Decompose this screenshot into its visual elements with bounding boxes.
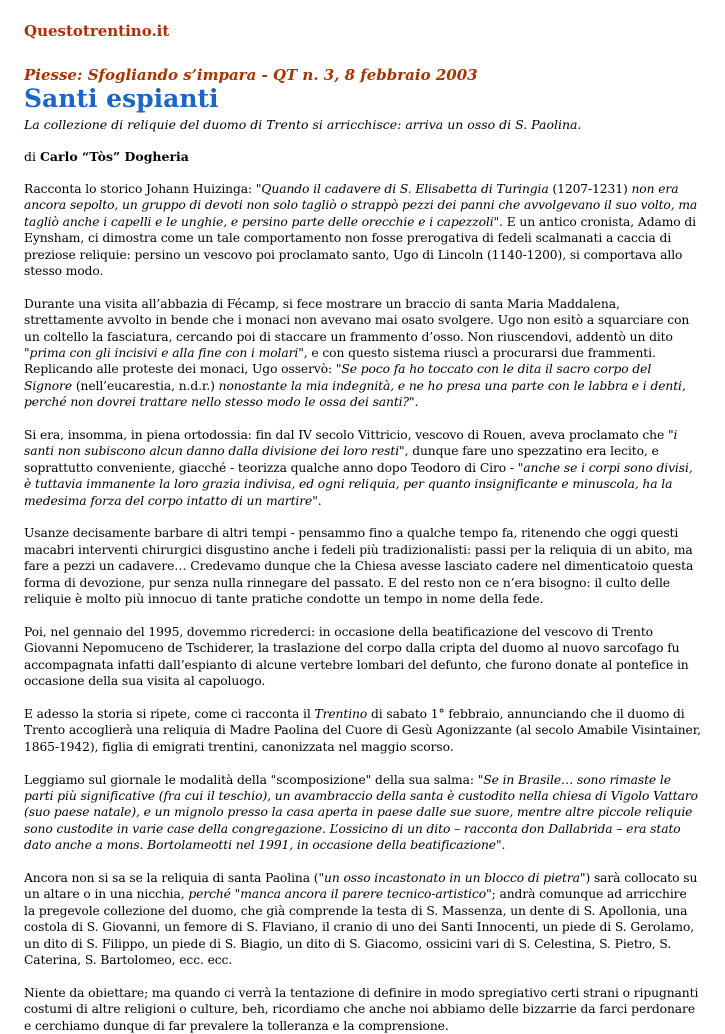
body-text: ) sarà collocato su un altare o in una nicchia, xyxy=(24,870,698,902)
article-paragraph xyxy=(24,525,701,607)
body-text: Racconta lo storico Johann Huizinga: xyxy=(24,182,256,196)
quote-text: i santi non subiscono alcun danno dalla divisione dei loro resti" xyxy=(24,428,678,459)
body-text: E adesso la storia si ripete, come ci racconta il xyxy=(24,706,315,721)
article-subtitle: La collezione di reliquie del duomo di Trento si arricchisce: arriva un osso di S. Paolina. xyxy=(24,117,582,132)
article-kicker: Piesse: Sfogliando s’impara - QT n. 3, 8 febbraio 2003 xyxy=(24,66,478,84)
article-paragraph xyxy=(24,772,701,854)
article-paragraph xyxy=(24,870,701,968)
quote-text: "Se poco fa ho toccato con le dita il sacro corpo del Signore xyxy=(24,362,652,393)
body-text: (nell’eucarestia, n.d.r.) xyxy=(72,378,219,393)
body-text: . xyxy=(317,493,322,508)
quote-text: non era ancora sepolto, un gruppo di devoti non solo tagliò o strappò pezzi dei panni che avvolgevano il suo volto, ma tagliò anche i capelli e le unghie, e persino parte delle orecchie e i capezzoli" xyxy=(24,182,698,229)
article-paragraph xyxy=(24,624,701,690)
body-text: Poi, nel gennaio del 1995, dovemmo ricrederci: in occasione della beatificazione del vescovo di Trento Giovanni Nepomuceno de Tschiderer, la traslazione del corpo dalla cripta del duomo al nuovo sarcofago fu accompagnata infatti dall’espianto di alcune vertebre lombari del defunto, che furono donate al pontefice in occasione della sua visita al capoluogo. xyxy=(24,624,689,689)
body-text: di sabato 1° febbraio, annunciando che il duomo di Trento accoglierà una reliquia di Madre Paolina del Cuore di Gesù Agonizzante (al secolo Amabile Visintainer, 1865-1942), figlia di emigrati trentini, canonizzata nel maggio scorso. xyxy=(24,706,701,754)
article-paragraph xyxy=(24,706,701,755)
body-text: , e con questo sistema riuscì a procurarsi due frammenti. Replicando alle proteste dei monaci, Ugo osservò: xyxy=(24,346,656,377)
body-text: . E un antico cronista, Adamo di Eynsham, ci dimostra come un tale comportamento non fosse prerogativa di fedeli scalmanati a caccia di preziose reliquie: persino un vescovo poi proclamato santo, Ugo di Lincoln (1140-1200), si comportava allo stesso modo. xyxy=(24,214,696,279)
body-text: . xyxy=(501,838,506,853)
quote-text: Trentino xyxy=(314,706,368,721)
quote-text: nonostante la mia indegnità, e ne ho presa una parte con le labbra e i denti, perché non dovrei trattare nello stesso modo le ossa dei santi?" xyxy=(24,378,686,410)
article-paragraph xyxy=(24,181,701,279)
body-text: Ancora non si sa se la reliquia di santa Paolina ( xyxy=(24,870,319,885)
quote-text: "Quando il cadavere di S. Elisabetta di Turingia xyxy=(255,182,549,196)
article-paragraph xyxy=(24,296,701,411)
body-text: , dunque fare uno spezzatino era lecito, e soprattutto conveniente, giacché - teorizza qualche anno dopo Teodoro di Ciro - xyxy=(24,444,659,475)
quote-text: perché "manca ancora il parere tecnico-artistico" xyxy=(188,887,492,902)
body-text: ; andrà comunque ad arricchire la pregevole collezione del duomo, che già comprende la testa di S. Massenza, un dente di S. Apollonia, una costola di S. Giovanni, un femore di S. Flaviano, il cranio di uno dei Santi Innocenti, un piede di S. Gerolamo, un dito di S. Filippo, un piede di S. Biagio, un dito di S. Giacomo, ossicini vari di S. Celestina, S. Pietro, S. Caterina, S. Bartolomeo, ecc. ecc. xyxy=(24,887,695,967)
body-text: Usanze decisamente barbare di altri tempi - pensammo fino a qualche tempo fa, ritenendo che oggi questi macabri interventi chirurgici disgustino anche i fedeli più tradizionalisti: passi per la reliquia di un abito, ma fare a pezzi un cadavere… Credevamo dunque che la Chiesa avesse lasciato cadere nel dimenticatoio questa forma di devozione, pur senza nulla rinnegare del passato. E del resto non ce n’era bisogno: il culto delle reliquie è molto più innocuo di tante pratiche condotte un tempo in nome della fede. xyxy=(24,526,694,607)
body-text: Niente da obiettare; ma quando ci verrà la tentazione di definire in modo spregiativo certi strani o ripugnanti costumi di altre religioni o culture, beh, ricordiamo che anche noi abbiamo delle bizzarrie da farci perdonare e cerchiamo dunque di far prevalere la tolleranza e la comprensione. xyxy=(24,985,699,1033)
quote-text: "anche se i corpi sono divisi, è tuttavia immanente la loro grazia indivisa, ed ogni reliquia, per quanto insignificante e minuscola, ha la medesima forza del corpo intatto di un martire" xyxy=(24,460,693,508)
body-text: Leggiamo sul giornale le modalità della "scomposizione" della sua salma: xyxy=(24,772,478,787)
quote-text: "un osso incastonato in un blocco di pietra" xyxy=(318,870,586,885)
article-byline xyxy=(24,149,701,164)
article-paragraph xyxy=(24,985,701,1034)
article-paragraph xyxy=(24,427,701,509)
body-text: (1207-1231) xyxy=(548,182,632,196)
quote-text: "Se in Brasile… sono rimaste le parti più significative (fra cui il teschio), un avambraccio della santa è custodito nella chiesa di Vigolo Vattaro (suo paese natale), e un mignolo presso la casa aperta in paese dalle sue suore, mentre altre piccole reliquie sono custodite in varie case della congregazione. L’ossicino di un dito – racconta don Dallabrida – era stato dato anche a mons. Bortolameotti nel 1991, in occasione della beatificazione" xyxy=(24,772,698,853)
byline-prefix: di xyxy=(24,149,40,164)
body-text: . xyxy=(414,395,419,410)
body-text: Si era, insomma, in piena ortodossia: fin dal IV secolo Vittricio, vescovo di Rouen, aveva proclamato che " xyxy=(24,428,674,443)
body-text: Durante una visita all’abbazia di Fécamp, si fece mostrare un braccio di santa Maria Maddalena, strettamente avvolto in bende che i monaci non avevano mai osato svolgere. Ugo non esitò a squarciare con un coltello la fasciatura, cercando poi di staccare un frammento d’osso. Non riuscendovi, addentò un dito xyxy=(24,296,690,344)
site-name-link[interactable]: Questotrentino.it xyxy=(24,22,170,40)
byline-author: Carlo “Tòs” Dogheria xyxy=(39,149,189,164)
article-title: Santi espianti xyxy=(24,84,219,113)
article-body xyxy=(24,181,701,1034)
quote-text: "prima con gli incisivi e alla fine con i molari" xyxy=(24,346,304,361)
